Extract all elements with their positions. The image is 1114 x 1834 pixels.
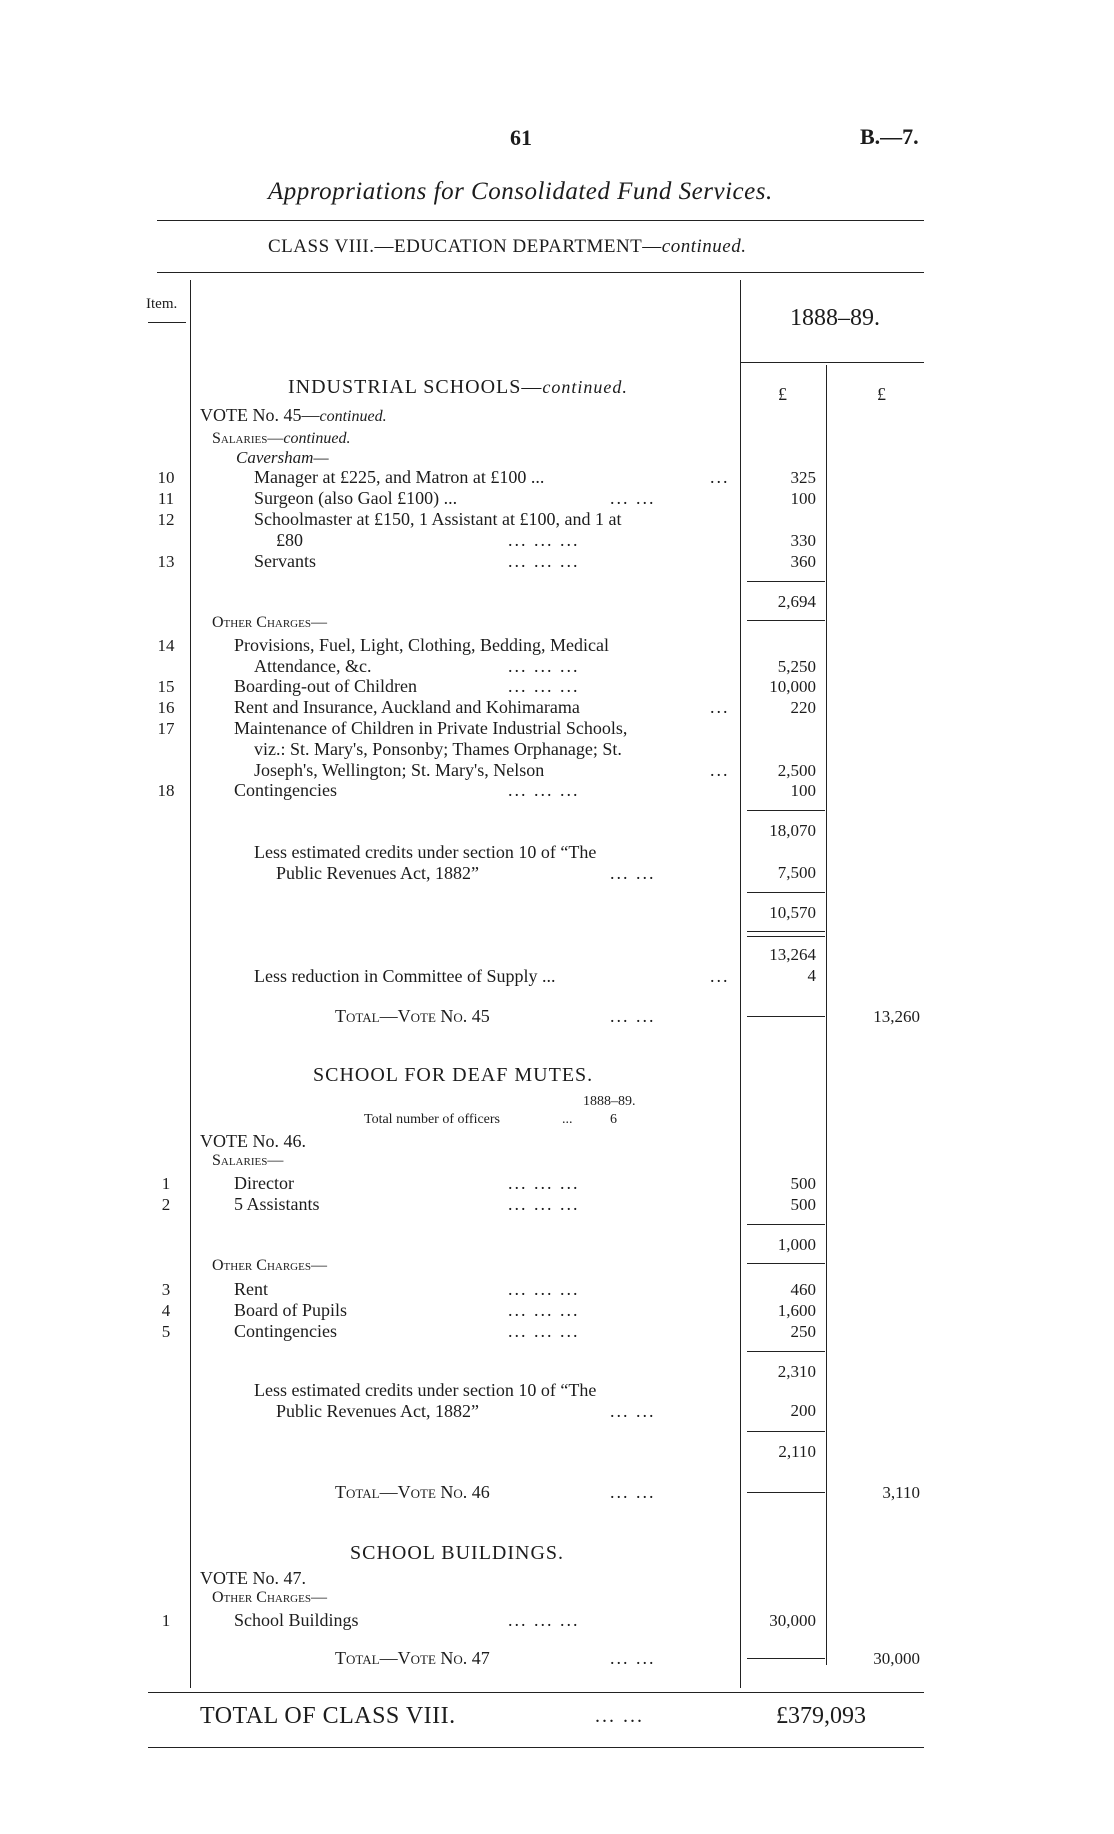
vote-45-continued: continued. xyxy=(319,408,387,425)
other-charges-heading-47: Other Charges— xyxy=(212,1589,327,1606)
item-number: 16 xyxy=(157,698,175,717)
combined-amount: 13,264 xyxy=(769,945,816,964)
vote-46-total-label: Total—Vote No. 46 xyxy=(335,1482,490,1502)
line-item-amount: 1,600 xyxy=(777,1301,816,1320)
line-item-label-continued: viz.: St. Mary's, Ponsonby; Thames Orphanage; St. xyxy=(254,739,622,759)
pound-symbol-total: £ xyxy=(877,384,886,404)
subtotal-rule xyxy=(747,931,825,932)
leader-dots: ... ... ... xyxy=(508,656,580,676)
line-item-amount: 2,500 xyxy=(777,761,816,780)
leader-dots: ... ... ... xyxy=(508,1279,580,1299)
item-number: 4 xyxy=(161,1301,171,1320)
grand-total-bottom-rule xyxy=(148,1747,924,1748)
line-item-label: Manager at £225, and Matron at £100 ... xyxy=(254,467,545,487)
subtotal-rule xyxy=(747,581,825,582)
subtotal-rule xyxy=(747,1224,825,1225)
year-column-header: 1888–89. xyxy=(790,305,880,331)
vote-46-total: 3,110 xyxy=(882,1483,920,1502)
net-charges-amount: 2,110 xyxy=(778,1442,816,1461)
leader-dots: ... xyxy=(710,697,730,717)
line-item-label: Rent and Insurance, Auckland and Kohimarama xyxy=(234,697,580,717)
year-header-underline xyxy=(741,362,924,363)
charges-subtotal: 2,310 xyxy=(777,1362,816,1381)
leader-dots: ... ... ... xyxy=(508,1173,580,1193)
line-item-amount: 360 xyxy=(790,552,816,571)
line-item-amount: 10,000 xyxy=(769,677,816,696)
line-item-label: Contingencies xyxy=(234,1321,337,1341)
item-column-divider xyxy=(190,280,191,1688)
page-number: 61 xyxy=(510,125,532,150)
subtotal-rule xyxy=(747,892,825,893)
leader-dots: ... ... ... xyxy=(508,780,580,800)
grand-total-label: TOTAL OF CLASS VIII. xyxy=(200,1703,456,1729)
item-number: 15 xyxy=(157,677,175,696)
total-rule xyxy=(747,1658,825,1659)
leader-dots: ... xyxy=(710,760,730,780)
item-number: 5 xyxy=(161,1322,171,1341)
line-item-label: Contingencies xyxy=(234,780,337,800)
line-item-amount: 100 xyxy=(790,781,816,800)
industrial-heading-continued: continued. xyxy=(542,377,628,397)
leader-dots: ... xyxy=(710,966,730,986)
vote-45-total-label: Total—Vote No. 45 xyxy=(335,1006,490,1026)
less-reduction-text: Less reduction in Committee of Supply ... xyxy=(254,966,556,986)
item-number: 2 xyxy=(161,1195,171,1214)
item-number: 1 xyxy=(161,1174,171,1193)
total-rule xyxy=(747,1492,825,1493)
subtotal-rule xyxy=(747,810,825,811)
class-heading-text: CLASS VIII.—EDUCATION DEPARTMENT— xyxy=(268,236,662,257)
subtotal-rule xyxy=(747,1351,825,1352)
item-number: 3 xyxy=(161,1280,171,1299)
salaries-continued-45: continued. xyxy=(283,430,351,447)
item-number: 12 xyxy=(157,510,175,529)
table-top-rule xyxy=(157,272,924,273)
line-item-amount: 330 xyxy=(790,531,816,550)
line-item-label-continued: Attendance, &c. xyxy=(254,656,372,676)
leader-dots: ... ... xyxy=(610,1006,656,1026)
subtotal-rule xyxy=(747,936,825,937)
line-item-label: Rent xyxy=(234,1279,268,1299)
line-item-label: School Buildings xyxy=(234,1610,359,1630)
leader-dots: ... ... ... xyxy=(508,1610,580,1630)
school-buildings-heading: SCHOOL BUILDINGS. xyxy=(350,1542,565,1564)
class-heading-continued: continued. xyxy=(661,236,747,257)
caversham-subheading: Caversham— xyxy=(236,448,329,467)
line-item-label: Schoolmaster at £150, 1 Assistant at £100, and 1 at xyxy=(254,509,622,529)
leader-dots: ... ... ... xyxy=(508,530,580,550)
credits-amount: 7,500 xyxy=(777,863,816,882)
leader-dots: ... ... xyxy=(610,1401,656,1421)
item-number: 10 xyxy=(157,468,175,487)
page-title: Appropriations for Consolidated Fund Services. xyxy=(268,178,773,205)
subtotal-rule xyxy=(747,620,825,621)
item-number: 14 xyxy=(157,636,175,655)
reduction-amount: 4 xyxy=(807,966,816,985)
vote-45-label: VOTE No. 45— xyxy=(200,405,320,425)
other-charges-heading-45: Other Charges— xyxy=(212,614,327,631)
line-item-label: Boarding-out of Children xyxy=(234,676,417,696)
total-rule xyxy=(747,1016,825,1017)
line-item-label: Servants xyxy=(254,551,316,571)
charges-subtotal: 18,070 xyxy=(769,821,816,840)
line-item-label: Director xyxy=(234,1173,294,1193)
officers-count: 6 xyxy=(610,1112,617,1127)
subtotal-rule xyxy=(747,1263,825,1264)
leader-dots: ... ... ... xyxy=(508,551,580,571)
line-item-label: 5 Assistants xyxy=(234,1194,320,1214)
leader-dots: ... ... xyxy=(610,1648,656,1668)
less-credits-text-continued: Public Revenues Act, 1882” xyxy=(276,1401,479,1421)
line-item-amount: 30,000 xyxy=(769,1611,816,1630)
document-reference: B.—7. xyxy=(860,124,919,149)
salaries-subtotal: 1,000 xyxy=(777,1235,816,1254)
item-number: 1 xyxy=(161,1611,171,1630)
item-number: 13 xyxy=(157,552,175,571)
line-item-amount: 250 xyxy=(790,1322,816,1341)
line-item-amount: 325 xyxy=(790,468,816,487)
salaries-subtotal: 2,694 xyxy=(777,592,816,611)
leader-dots: ... ... xyxy=(610,488,656,508)
officers-year: 1888–89. xyxy=(583,1094,636,1109)
line-item-label: Provisions, Fuel, Light, Clothing, Bedding, Medical xyxy=(234,635,609,655)
industrial-heading-text: INDUSTRIAL SCHOOLS— xyxy=(288,376,543,398)
grand-total-amount: £379,093 xyxy=(776,1703,866,1729)
grand-total-top-rule xyxy=(148,1692,924,1693)
leader-dots: ... ... xyxy=(610,1482,656,1502)
item-number: 11 xyxy=(157,489,175,508)
line-item-amount: 500 xyxy=(790,1195,816,1214)
salaries-heading-45 xyxy=(212,427,350,448)
line-item-amount: 460 xyxy=(790,1280,816,1299)
line-item-label-continued: £80 xyxy=(276,530,303,550)
leader-dots: ... ... ... xyxy=(508,1300,580,1320)
vote-47-heading: VOTE No. 47. xyxy=(200,1568,306,1588)
line-item-amount: 500 xyxy=(790,1174,816,1193)
industrial-schools-heading xyxy=(288,376,628,399)
less-credits-text-continued: Public Revenues Act, 1882” xyxy=(276,863,479,883)
leader-dots: ... ... ... xyxy=(508,1194,580,1214)
line-item-label-continued: Joseph's, Wellington; St. Mary's, Nelson xyxy=(254,760,545,780)
vote-47-total: 30,000 xyxy=(873,1649,920,1668)
item-header-underline xyxy=(148,322,186,323)
less-credits-text: Less estimated credits under section 10 of “The xyxy=(254,1380,597,1400)
line-item-label: Maintenance of Children in Private Industrial Schools, xyxy=(234,718,628,738)
leader-dots: ... ... ... xyxy=(508,1321,580,1341)
vote-47-total-label: Total—Vote No. 47 xyxy=(335,1648,490,1668)
class-heading xyxy=(268,236,746,258)
item-column-header: Item. xyxy=(146,296,178,312)
salaries-heading-46: Salaries— xyxy=(212,1152,284,1169)
line-item-amount: 220 xyxy=(790,698,816,717)
line-item-label: Surgeon (also Gaol £100) ... xyxy=(254,488,458,508)
leader-dots: ... ... xyxy=(610,863,656,883)
item-number: 17 xyxy=(157,719,175,738)
leader-dots: ... ... ... xyxy=(508,676,580,696)
less-credits-text: Less estimated credits under section 10 of “The xyxy=(254,842,597,862)
leader-dots: ... xyxy=(710,467,730,487)
grand-total-dots: ... ... xyxy=(595,1705,644,1727)
salaries-label-45: Salaries— xyxy=(212,430,284,447)
line-item-amount: 5,250 xyxy=(777,657,816,676)
header-rule xyxy=(157,220,924,221)
vote-45-total: 13,260 xyxy=(873,1007,920,1026)
vote-45-heading xyxy=(200,405,387,426)
officers-label: Total number of officers xyxy=(364,1112,500,1127)
credits-amount: 200 xyxy=(790,1401,816,1420)
subtotal-rule xyxy=(747,1431,825,1432)
line-item-label: Board of Pupils xyxy=(234,1300,348,1320)
officers-dots: ... xyxy=(562,1112,573,1127)
line-item-amount: 100 xyxy=(790,489,816,508)
deaf-mutes-heading: SCHOOL FOR DEAF MUTES. xyxy=(313,1064,594,1086)
pound-symbol-amount: £ xyxy=(778,384,787,404)
net-charges-amount: 10,570 xyxy=(769,903,816,922)
vote-46-heading: VOTE No. 46. xyxy=(200,1131,306,1151)
other-charges-heading-46: Other Charges— xyxy=(212,1257,327,1274)
item-number: 18 xyxy=(157,781,175,800)
